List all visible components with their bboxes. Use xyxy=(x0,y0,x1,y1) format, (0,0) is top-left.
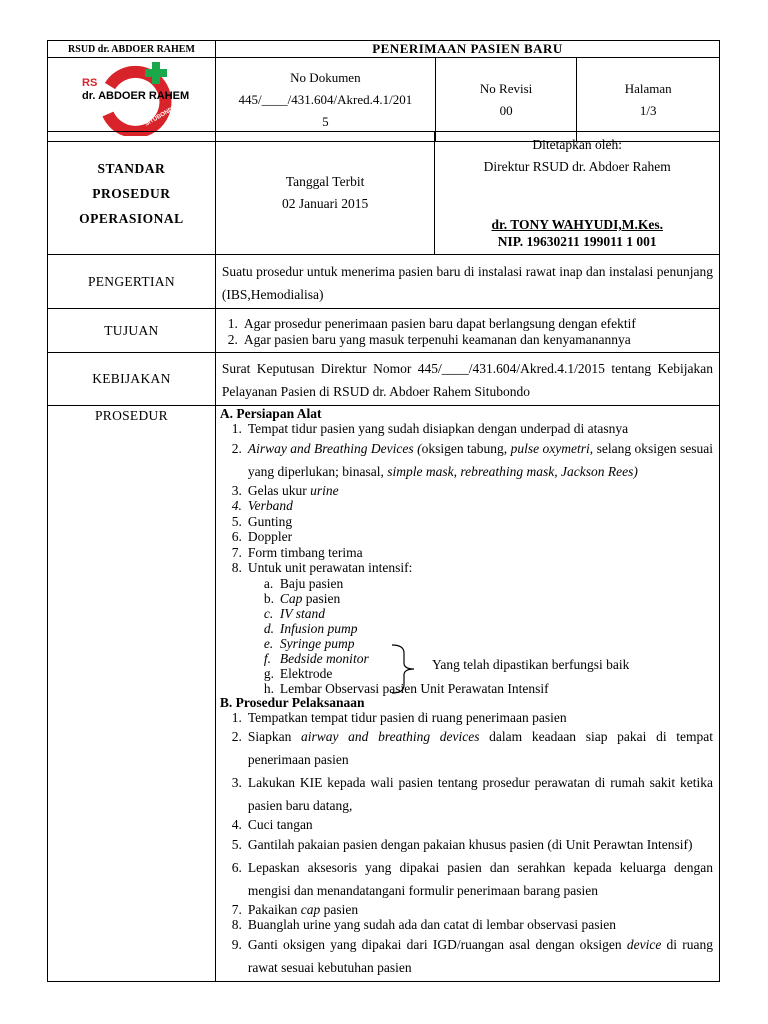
director-title: Direktur RSUD dr. Abdoer Rahem xyxy=(483,159,671,174)
list-item: 3. Gelas ukur urine xyxy=(231,482,339,498)
sub-list-item: g. Elektrode xyxy=(263,665,333,681)
logo-emblem-icon xyxy=(48,58,214,136)
list-item: 1. Tempatkan tempat tidur pasien di ruang penerimaan pasien xyxy=(231,709,567,725)
doc-number-value-cont: 5 xyxy=(322,113,329,129)
brace-note: Yang telah dipastikan berfungsi baik xyxy=(432,657,630,672)
issue-date-label: Tanggal Terbit xyxy=(285,174,365,189)
sub-list-item: f. Bedside monitor xyxy=(263,650,369,666)
intensive-unit-sublist xyxy=(220,576,713,696)
list-item: 3. Lakukan KIE kepada wali pasien tentang prosedur perawatan di rumah sakit ketika pasien baru datang, xyxy=(231,775,713,813)
curly-brace-icon xyxy=(390,643,420,695)
sop-title xyxy=(48,132,216,255)
hospital-logo xyxy=(48,58,216,142)
sub-list-item: c. IV stand xyxy=(263,605,325,621)
tujuan-label: TUJUAN xyxy=(48,309,216,353)
doc-number-label: No Dokumen xyxy=(290,69,361,85)
list-item: 6. Doppler xyxy=(231,529,293,544)
sop-table xyxy=(47,131,720,982)
director-nip: NIP. 19630211 199011 1 001 xyxy=(497,234,657,249)
page-label: Halaman xyxy=(624,80,672,96)
list-item: 8. Untuk unit perawatan intensif: xyxy=(231,560,413,575)
doc-number-value: 445/____/431.604/Akred.4.1/201 xyxy=(238,91,413,107)
list-item: 8. Buanglah urine yang sudah ada dan catat di lembar observasi pasien xyxy=(231,917,616,932)
page-value: 1/3 xyxy=(639,102,657,118)
list-item: 4. Cuci tangan xyxy=(231,817,313,832)
pengertian-text: Suatu prosedur untuk menerima pasien baru di instalasi rawat inap dan instalasi penunjang (IBS,Hemodialisa) xyxy=(215,255,719,309)
list-item: 5. Gunting xyxy=(231,513,293,529)
logo-top-text: dr. ABDOER RAHEM xyxy=(82,90,190,102)
revision-value: 00 xyxy=(499,102,513,118)
list-item: 6. Lepaskan aksesoris yang dipakai pasien dan serahkan kepada keluarga dengan mengisi dan menandatangani formulir penerimaan barang pasien xyxy=(231,859,713,898)
sop-title-line: STANDAR xyxy=(97,160,166,176)
logo-letters: RS xyxy=(82,77,98,89)
approval-cell xyxy=(435,132,720,255)
sub-list-item: h. Lembar Observasi pasien Unit Perawatan Intensif xyxy=(263,680,549,696)
sop-title-line: OPERASIONAL xyxy=(79,210,184,226)
section-b-heading: B. Prosedur Pelaksanaan xyxy=(219,694,365,710)
revision-label: No Revisi xyxy=(479,80,533,96)
org-name: RSUD dr. ABDOER RAHEM xyxy=(48,41,216,58)
document-header xyxy=(47,40,720,142)
doc-number-cell xyxy=(215,58,435,142)
list-item: 7. Pakaikan cap pasien xyxy=(231,901,359,917)
list-item: 5. Gantilah pakaian pasien dengan pakaian khusus pasien (di Unit Perawtan Intensif) xyxy=(231,836,693,852)
list-item: 4. Verband xyxy=(231,498,293,513)
sub-list-item: a. Baju pasien xyxy=(263,575,344,591)
list-item: 1. Tempat tidur pasien yang sudah disiapkan dengan underpad di atasnya xyxy=(231,421,629,436)
list-item: 9. Ganti oksigen yang dipakai dari IGD/ruangan asal dengan oksigen device di ruang rawat sesuai kebutuhan pasien xyxy=(231,936,713,975)
prosedur-label: PROSEDUR xyxy=(48,406,216,982)
approved-by-label: Ditetapkan oleh: xyxy=(532,137,622,152)
tujuan-list xyxy=(215,309,719,353)
page-cell xyxy=(577,58,720,142)
section-a-heading: A. Persiapan Alat xyxy=(219,406,322,421)
director-name: dr. TONY WAHYUDI,M.Kes. xyxy=(491,217,663,232)
document-title: PENERIMAAN PASIEN BARU xyxy=(215,41,719,58)
list-item: 2. Siapkan airway and breathing devices dalam keadaan siap pakai di tempat penerimaan pasien xyxy=(231,729,713,767)
sub-list-item: d. Infusion pump xyxy=(263,620,358,636)
sub-list-item: b. Cap pasien xyxy=(263,590,341,606)
revision-cell xyxy=(435,58,577,142)
kebijakan-text: Surat Keputusan Direktur Nomor 445/____/431.604/Akred.4.1/2015 tentang Kebijakan Pelayanan Pasien di RSUD dr. Abdoer Rahem Situbondo xyxy=(215,353,719,406)
list-item: 2. Agar pasien baru yang masuk terpenuhi keamanan dan kenyamanannya xyxy=(227,331,631,347)
issue-date-cell xyxy=(215,132,435,255)
list-item: 2. Airway and Breathing Devices (oksigen tabung, pulse oxymetri, selang oksigen sesuai yang diperlukan; binasal, simple mask, rebreathing mask, Jackson Rees) xyxy=(231,440,713,479)
logo-bottom-text: SITUBONDO xyxy=(144,104,179,128)
prosedur-content xyxy=(215,406,719,982)
sub-list-item: e. Syringe pump xyxy=(263,635,355,651)
list-item: 1. Agar prosedur penerimaan pasien baru dapat berlangsung dengan efektif xyxy=(227,316,636,331)
pengertian-label: PENGERTIAN xyxy=(48,255,216,309)
kebijakan-label: KEBIJAKAN xyxy=(48,353,216,406)
issue-date-value: 02 Januari 2015 xyxy=(282,196,369,211)
sop-title-line: PROSEDUR xyxy=(92,185,171,201)
list-item: 7. Form timbang terima xyxy=(231,544,363,560)
